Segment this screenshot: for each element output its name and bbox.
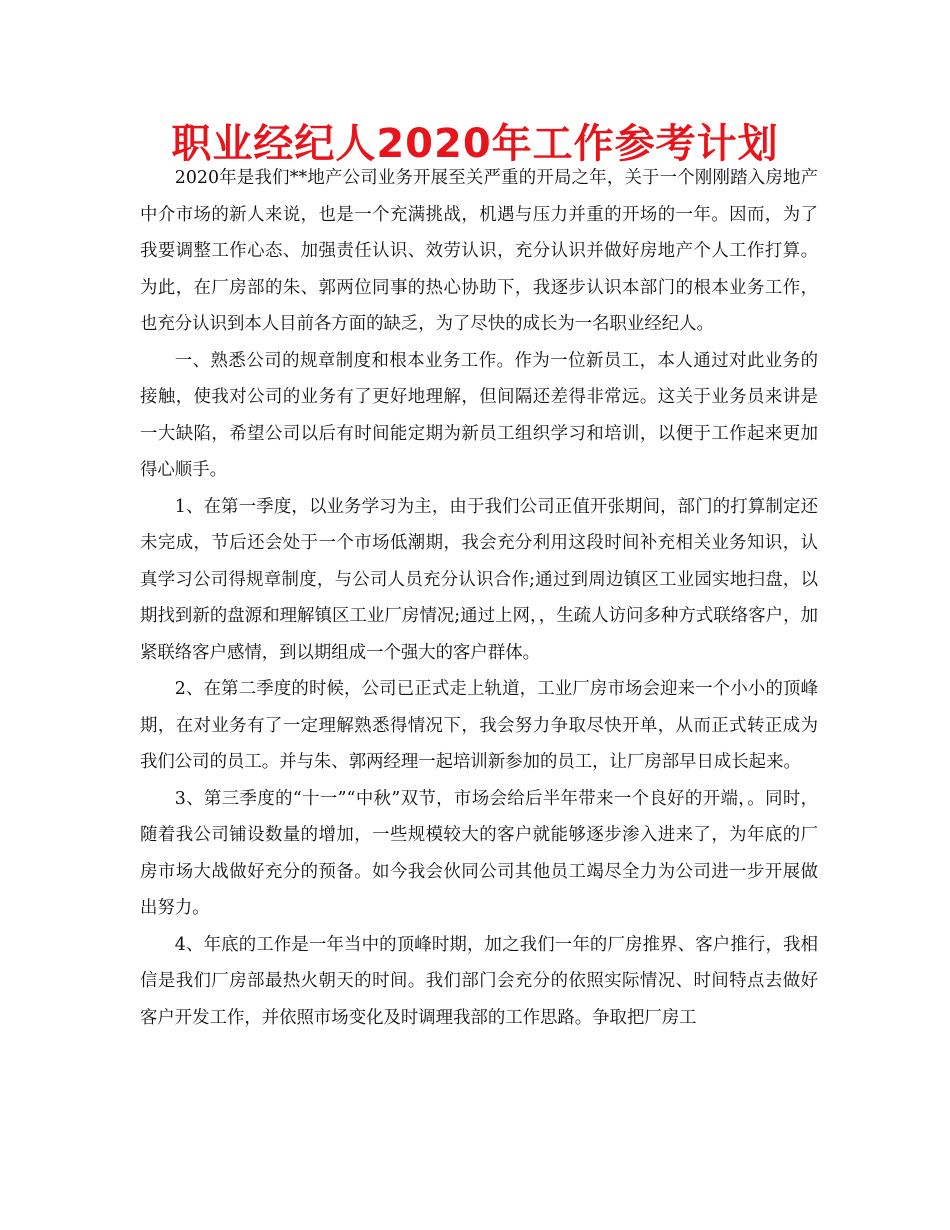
paragraph-intro: 2020年是我们**地产公司业务开展至关严重的开局之年，关于一个刚刚踏入房地产中介市场的新人来说，也是一个充满挑战，机遇与压力并重的开场的一年。因而，为了我要调整工作心态、加强责任认识、效劳认识，充分认识并做好房地产个人工作打算。为此，在厂房部的朱、郭两位同事的热心协助下，我逐步认识本部门的根本业务工作，也充分认识到本人目前各方面的缺乏，为了尽快的成长为一名职业经纪人。	[140, 168, 818, 334]
paragraph-year-end: 4、年底的工作是一年当中的顶峰时期，加之我们一年的厂房推界、客户推行，我相信是我们厂房部最热火朝天的时间。我们部门会充分的依照实际情况、时间特点去做好客户开发工作，并依照市场变化及时调理我部的工作思路。争取把厂房工	[140, 934, 818, 1028]
paragraph-section-one: 一、熟悉公司的规章制度和根本业务工作。作为一位新员工，本人通过对此业务的接触，使我对公司的业务有了更好地理解，但间隔还差得非常远。这关于业务员来讲是一大缺陷，希望公司以后有时间能定期为新员工组织学习和培训，以便于工作起来更加得心顺手。	[140, 350, 818, 480]
document-body	[140, 160, 818, 1036]
paragraph-q2: 2、在第二季度的时候，公司已正式走上轨道，工业厂房市场会迎来一个小小的顶峰期，在对业务有了一定理解熟悉得情况下，我会努力争取尽快开单，从而正式转正成为我们公司的员工。并与朱、郭两经理一起培训新参加的员工，让厂房部早日成长起来。	[140, 679, 818, 772]
paragraph-q3: 3、第三季度的“十一”“中秋”双节，市场会给后半年带来一个良好的开端，。同时，随着我公司铺设数量的增加，一些规模较大的客户就能够逐步渗入进来了，为年底的厂房市场大战做好充分的预备。如今我会伙同公司其他员工竭尽全力为公司进一步开展做出努力。	[140, 788, 818, 918]
document-title: 职业经纪人2020年工作参考计划	[171, 121, 779, 167]
paragraph-q1: 1、在第一季度，以业务学习为主，由于我们公司正值开张期间，部门的打算制定还未完成，节后还会处于一个市场低潮期，我会充分利用这段时间补充相关业务知识，认真学习公司得规章制度，与公司人员充分认识合作;通过到周边镇区工业园实地扫盘，以期找到新的盘源和理解镇区工业厂房情况;通过上网，，生疏人访问多种方式联络客户，加紧联络客户感情，到以期组成一个强大的客户群体。	[140, 496, 818, 663]
